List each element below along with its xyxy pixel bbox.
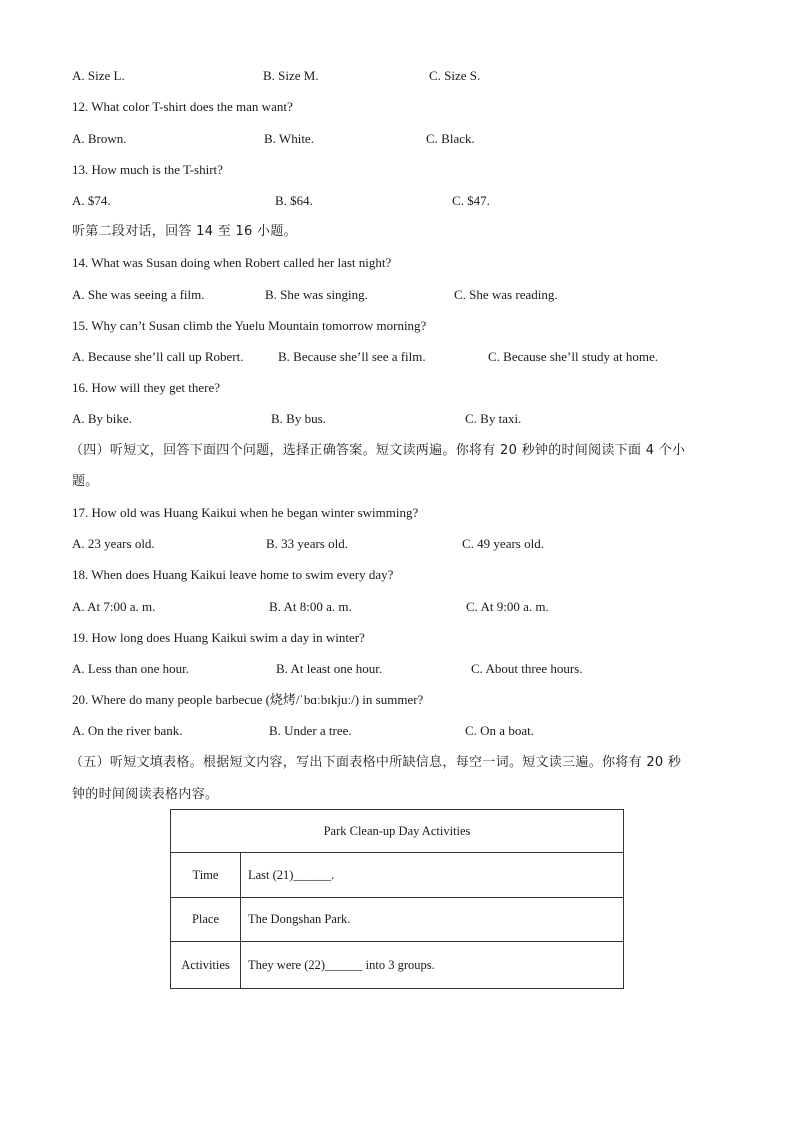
table-row-label: Place xyxy=(171,898,241,942)
section-dialog2-heading: 听第二段对话，回答 14 至 16 小题。 xyxy=(72,224,297,239)
table-row xyxy=(171,942,624,989)
q18-question: 18. When does Huang Kaikui leave home to swim every day? xyxy=(72,567,394,582)
q14-option-c: C. She was reading. xyxy=(454,287,558,302)
q13-option-b: B. $64. xyxy=(275,193,313,208)
q19-option-c: C. About three hours. xyxy=(471,661,583,676)
q19-option-a: A. Less than one hour. xyxy=(72,661,189,676)
table-row-label: Activities xyxy=(171,942,241,989)
q17-option-a: A. 23 years old. xyxy=(72,536,155,551)
q17-option-b: B. 33 years old. xyxy=(266,536,348,551)
q18-option-b: B. At 8:00 a. m. xyxy=(269,599,352,614)
q12-option-c: C. Black. xyxy=(426,131,475,146)
section4-instructions-line1: （四）听短文，回答下面四个问题，选择正确答案。短文读两遍。你将有 20 秒钟的时间阅读下面 4 个小 xyxy=(70,443,686,458)
q15-option-b: B. Because she’ll see a film. xyxy=(278,349,426,364)
q16-option-c: C. By taxi. xyxy=(465,411,522,426)
section4-instructions-line2: 题。 xyxy=(72,474,99,489)
q12-option-a: A. Brown. xyxy=(72,131,127,146)
q13-option-c: C. $47. xyxy=(452,193,490,208)
q15-option-c: C. Because she’ll study at home. xyxy=(488,349,659,364)
q13-option-a: A. $74. xyxy=(72,193,111,208)
activities-table xyxy=(170,809,624,989)
q16-option-b: B. By bus. xyxy=(271,411,326,426)
q11-option-c: C. Size S. xyxy=(429,68,481,83)
q14-option-a: A. She was seeing a film. xyxy=(72,287,205,302)
q11-option-b: B. Size M. xyxy=(263,68,319,83)
table-row xyxy=(171,898,624,942)
q20-option-a: A. On the river bank. xyxy=(72,723,183,738)
q13-question: 13. How much is the T-shirt? xyxy=(72,162,223,177)
q20-question: 20. Where do many people barbecue (烧烤/ˈbɑːbɪkjuː/) in summer? xyxy=(72,692,424,707)
q15-question: 15. Why can’t Susan climb the Yuelu Mountain tomorrow morning? xyxy=(72,318,427,333)
q16-question: 16. How will they get there? xyxy=(72,380,221,395)
section5-instructions-line2: 钟的时间阅读表格内容。 xyxy=(72,787,219,802)
q19-option-b: B. At least one hour. xyxy=(276,661,383,676)
table-row-value: Last (21)______. xyxy=(241,853,624,898)
table-row-value: The Dongshan Park. xyxy=(241,898,624,942)
q17-question: 17. How old was Huang Kaikui when he began winter swimming? xyxy=(72,505,419,520)
q14-option-b: B. She was singing. xyxy=(265,287,368,302)
table-row-label: Time xyxy=(171,853,241,898)
q11-option-a: A. Size L. xyxy=(72,68,125,83)
q18-option-c: C. At 9:00 a. m. xyxy=(466,599,549,614)
q17-option-c: C. 49 years old. xyxy=(462,536,544,551)
q18-option-a: A. At 7:00 a. m. xyxy=(72,599,156,614)
q15-option-a: A. Because she’ll call up Robert. xyxy=(72,349,244,364)
section5-instructions-line1: （五）听短文填表格。根据短文内容，写出下面表格中所缺信息，每空一词。短文读三遍。你将有 20 秒 xyxy=(70,755,682,770)
q20-option-c: C. On a boat. xyxy=(465,723,534,738)
q19-question: 19. How long does Huang Kaikui swim a day in winter? xyxy=(72,630,365,645)
table-row xyxy=(171,853,624,898)
q20-option-b: B. Under a tree. xyxy=(269,723,352,738)
q12-question: 12. What color T-shirt does the man want? xyxy=(72,99,293,114)
q12-option-b: B. White. xyxy=(264,131,314,146)
table-row-value: They were (22)______ into 3 groups. xyxy=(241,942,624,989)
table-title: Park Clean-up Day Activities xyxy=(171,810,624,853)
q16-option-a: A. By bike. xyxy=(72,411,132,426)
q14-question: 14. What was Susan doing when Robert called her last night? xyxy=(72,255,392,270)
